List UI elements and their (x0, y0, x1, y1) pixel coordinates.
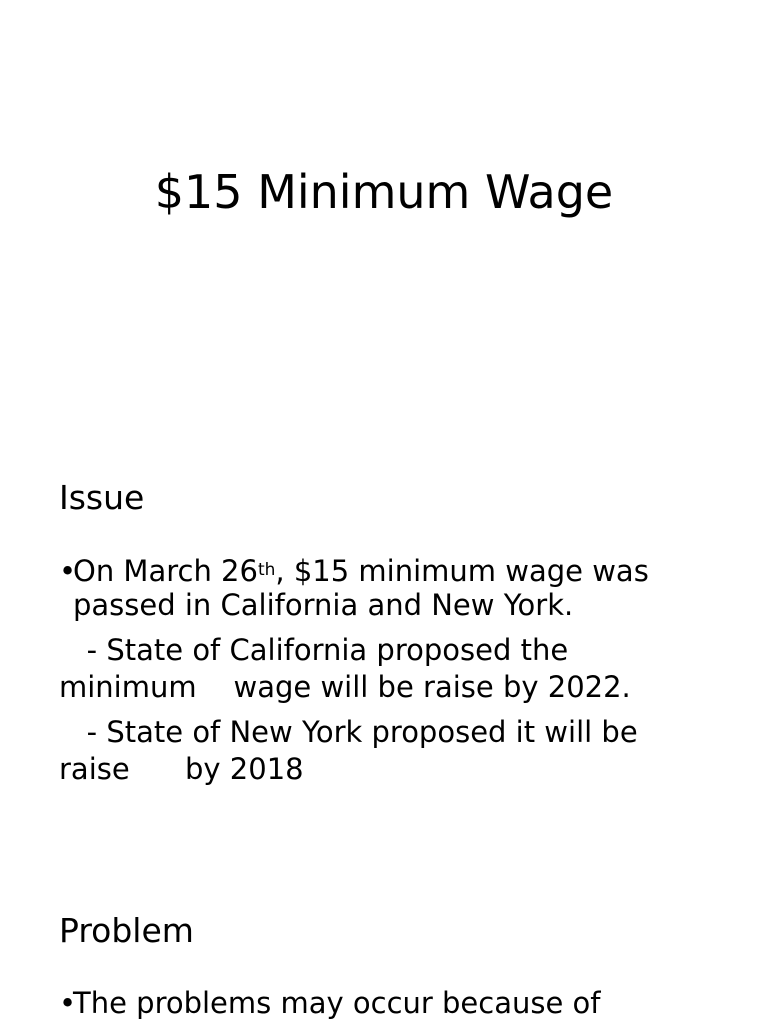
problem-heading: Problem (59, 911, 194, 950)
issue-bullet-text (73, 554, 703, 622)
issue-bullet-superscript: th (257, 560, 276, 580)
issue-heading: Issue (59, 478, 145, 517)
problem-bullet-text: The problems may occur because of (73, 986, 601, 1020)
sub-item-line: - State of California proposed the (59, 633, 569, 667)
slide-title: $15 Minimum Wage (154, 165, 614, 219)
issue-bullet-before: On March 26 (73, 554, 258, 588)
sub-item-california (59, 632, 719, 706)
sub-item-line: - State of New York proposed it will be (59, 715, 638, 749)
bullet-symbol: • (59, 554, 77, 588)
sub-item-line: raise by 2018 (59, 752, 304, 786)
sub-item-line: minimum wage will be raise by 2022. (59, 670, 631, 704)
problem-bullet (59, 986, 719, 1020)
issue-bullet (59, 554, 719, 622)
sub-item-new-york (59, 714, 719, 788)
issue-bullet-after: , $15 minimum wage was passed in California and New York. (73, 554, 649, 622)
bullet-symbol: • (59, 986, 77, 1020)
